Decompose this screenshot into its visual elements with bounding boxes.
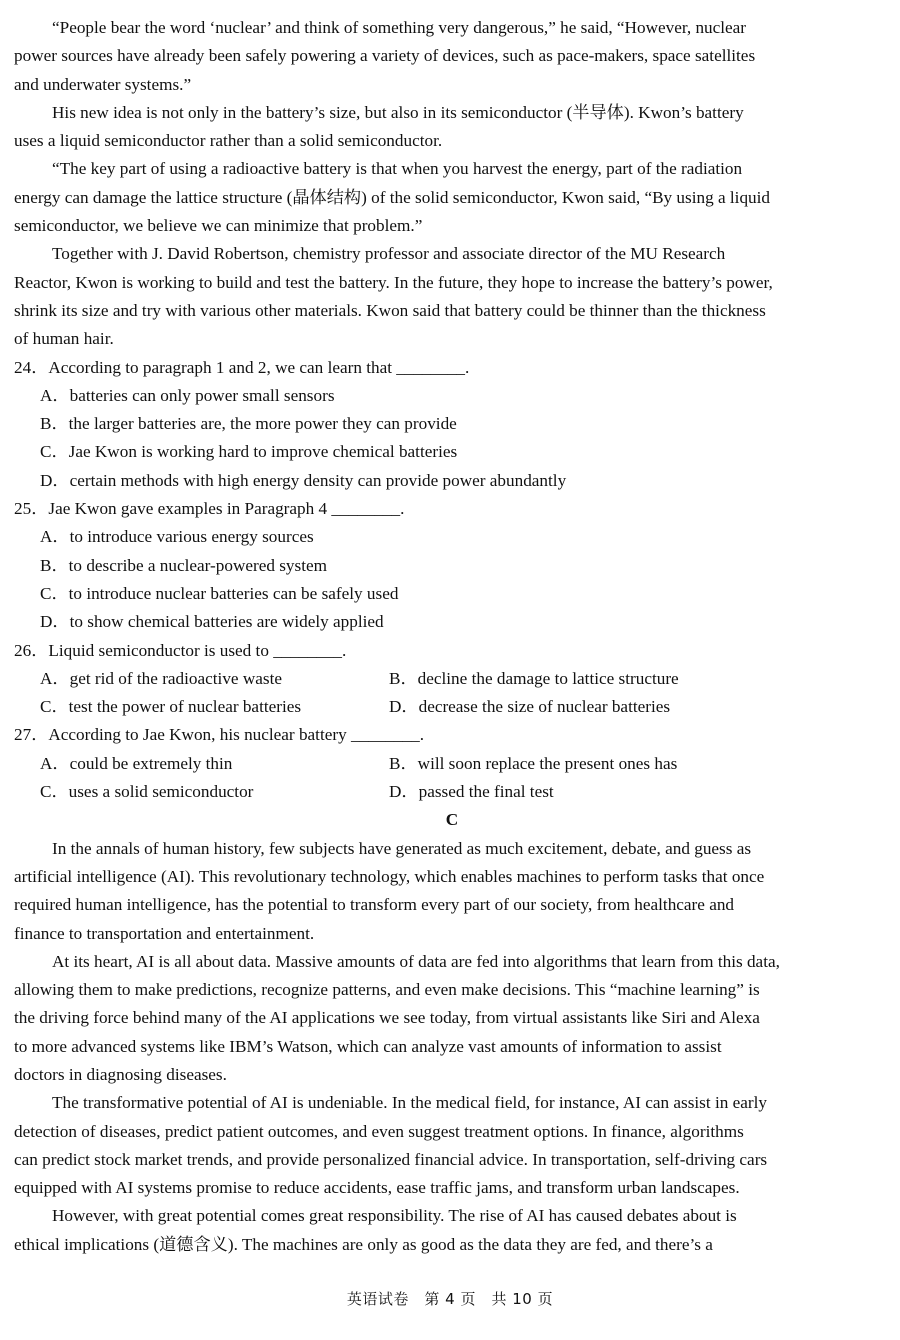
option-a: A．batteries can only power small sensors: [40, 385, 335, 405]
section-heading: C: [445, 810, 459, 830]
text-line: required human intelligence, has the potential to transform every part of our society, from healthcare and: [14, 895, 735, 915]
question-27: [14, 721, 890, 806]
page-footer: 英语试卷 第 4 页 共 10 页: [346, 1290, 554, 1308]
page-content: [14, 14, 890, 1259]
option-c: C．test the power of nuclear batteries: [40, 697, 302, 717]
text-line: power sources have already been safely powering a variety of devices, such as pace-makers, space satellites: [14, 46, 756, 66]
option-c: C．to introduce nuclear batteries can be safely used: [40, 583, 399, 603]
text-line: Together with J. David Robertson, chemistry professor and associate director of the MU Research: [52, 244, 726, 264]
option-c: C．uses a solid semiconductor: [40, 782, 254, 802]
paragraph-c4: [14, 1202, 890, 1259]
text-line: of human hair.: [14, 329, 114, 349]
text-line: Reactor, Kwon is working to build and test the battery. In the future, they hope to increase the battery’s power,: [14, 272, 773, 292]
text-line: uses a liquid semiconductor rather than a solid semiconductor.: [14, 131, 443, 151]
paragraph-b1: [14, 14, 890, 99]
text-line: energy can damage the lattice structure (晶体结构) of the solid semiconductor, Kwon said, “By using a liquid: [14, 187, 771, 207]
text-line: His new idea is not only in the battery’s size, but also in its semiconductor (半导体). Kwon’s battery: [52, 102, 744, 122]
text-line: In the annals of human history, few subjects have generated as much excitement, debate, and guess as: [52, 838, 752, 858]
text-line: the driving force behind many of the AI applications we see today, from virtual assistants like Siri and Alexa: [14, 1008, 760, 1028]
option-a: A．could be extremely thin: [40, 753, 233, 773]
text-line: shrink its size and try with various other materials. Kwon said that battery could be thinner than the thickness: [14, 300, 766, 320]
question-24: [14, 354, 890, 495]
question-stem: 27．According to Jae Kwon, his nuclear battery ________.: [14, 725, 425, 745]
text-line: and underwater systems.”: [14, 74, 192, 94]
option-row: [14, 665, 890, 693]
question-stem: 25．Jae Kwon gave examples in Paragraph 4 ________.: [14, 499, 405, 519]
option-d: D．to show chemical batteries are widely applied: [40, 612, 384, 632]
paragraph-b4: [14, 240, 890, 353]
option-row: [14, 693, 890, 721]
paragraph-c1: [14, 835, 890, 948]
text-line: semiconductor, we believe we can minimize that problem.”: [14, 216, 423, 236]
text-line: The transformative potential of AI is undeniable. In the medical field, for instance, AI can assist in early: [52, 1093, 767, 1113]
question-26: [14, 637, 890, 722]
text-line: finance to transportation and entertainment.: [14, 923, 315, 943]
option-b: B．the larger batteries are, the more power they can provide: [40, 414, 457, 434]
text-line: doctors in diagnosing diseases.: [14, 1064, 227, 1084]
option-row: [14, 778, 890, 806]
option-a: A．to introduce various energy sources: [40, 527, 314, 547]
text-line: “People bear the word ‘nuclear’ and think of something very dangerous,” he said, “However, nuclear: [52, 18, 747, 37]
option-d: D．decrease the size of nuclear batteries: [389, 697, 671, 717]
paragraph-b3: [14, 155, 890, 240]
question-stem: 26．Liquid semiconductor is used to ________.: [14, 640, 347, 660]
text-line: “The key part of using a radioactive battery is that when you harvest the energy, part of the radiation: [52, 159, 743, 179]
text-line: detection of diseases, predict patient outcomes, and even suggest treatment options. In finance, algorithms: [14, 1121, 744, 1141]
option-b: B．will soon replace the present ones has: [389, 753, 678, 773]
option-d: D．passed the final test: [389, 782, 554, 802]
text-line: artificial intelligence (AI). This revolutionary technology, which enables machines to perform tasks that once: [14, 866, 765, 886]
text-line: At its heart, AI is all about data. Massive amounts of data are fed into algorithms that learn from this data,: [52, 951, 780, 971]
question-stem: 24．According to paragraph 1 and 2, we can learn that ________.: [14, 357, 470, 377]
paragraph-c3: [14, 1089, 890, 1202]
option-row: [14, 750, 890, 778]
paragraph-c2: [14, 948, 890, 1089]
option-a: A．get rid of the radioactive waste: [40, 668, 282, 688]
text-line: allowing them to make predictions, recognize patterns, and even make decisions. This “machine learning” is: [14, 980, 760, 1000]
paragraph-b2: [14, 99, 890, 156]
option-c: C．Jae Kwon is working hard to improve chemical batteries: [40, 442, 458, 462]
text-line: However, with great potential comes great responsibility. The rise of AI has caused debates about is: [52, 1206, 737, 1226]
option-d: D．certain methods with high energy density can provide power abundantly: [40, 470, 567, 490]
text-line: to more advanced systems like IBM’s Watson, which can analyze vast amounts of information to assist: [14, 1036, 722, 1056]
text-line: can predict stock market trends, and provide personalized financial advice. In transportation, self-driving cars: [14, 1149, 768, 1169]
text-line: ethical implications (道德含义). The machines are only as good as the data they are fed, and there’s a: [14, 1234, 713, 1254]
text-line: equipped with AI systems promise to reduce accidents, ease traffic jams, and transform urban landscapes.: [14, 1178, 740, 1198]
option-b: B．decline the damage to lattice structure: [389, 668, 679, 688]
question-25: [14, 495, 890, 636]
option-b: B．to describe a nuclear-powered system: [40, 555, 327, 575]
